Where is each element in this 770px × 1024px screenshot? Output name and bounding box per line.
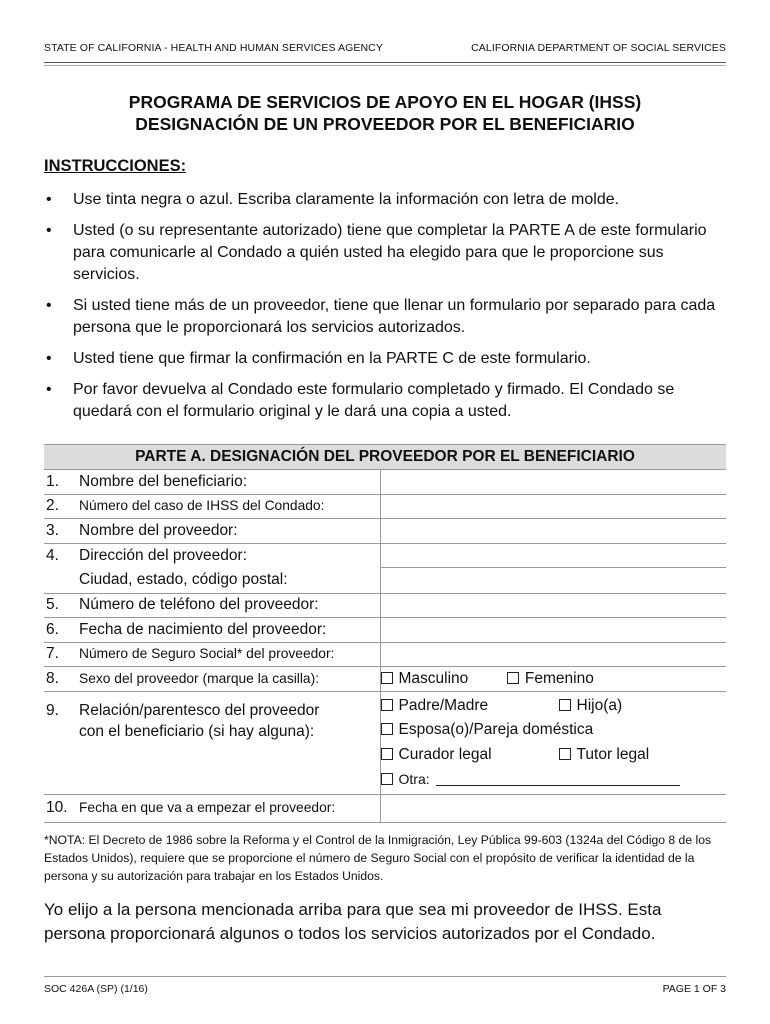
instruction-text: Usted tiene que firmar la confirmación en la PARTE C de este formulario. <box>73 350 591 367</box>
part-a-table <box>44 444 726 822</box>
instruction-text: Por favor devuelva al Condado este formulario completado y firmado. El Condado se quedará con el formulario original y le dará una copia a usted. <box>73 381 675 420</box>
provider-phone-field[interactable] <box>380 593 726 618</box>
instructions-list <box>44 189 726 432</box>
provider-name-field[interactable] <box>380 519 726 544</box>
provider-ssn-label: Número de Seguro Social* del proveedor: <box>79 646 335 662</box>
instruction-item <box>44 295 726 339</box>
instruction-text: Si usted tiene más de un proveedor, tiene que llenar un formulario por separado para cada persona que le proporcionará los servicios autorizados. <box>73 297 716 336</box>
relationship-parent-option[interactable]: Padre/Madre <box>381 697 559 715</box>
provider-ssn-field[interactable] <box>380 642 726 667</box>
field-number: 8. <box>46 669 59 687</box>
recipient-name-label: Nombre del beneficiario: <box>79 472 248 490</box>
relationship-other-field[interactable] <box>436 772 680 786</box>
form-title-line1: PROGRAMA DE SERVICIOS DE APOYO EN EL HOGAR (IHSS) <box>128 92 642 112</box>
field-number: 5. <box>46 596 59 614</box>
field-row-start-date <box>44 794 726 822</box>
field-number: 7. <box>46 645 59 663</box>
field-row-provider-dob <box>44 618 726 643</box>
field-number: 6. <box>46 620 59 638</box>
instruction-item <box>44 348 726 370</box>
checkbox-icon[interactable] <box>507 672 519 684</box>
provider-address-label: Dirección del proveedor: <box>79 546 248 564</box>
relationship-other-option[interactable]: Otra: <box>381 771 430 787</box>
footer-divider <box>44 976 726 977</box>
instructions-heading: INSTRUCCIONES: <box>44 157 187 175</box>
bullet-icon: • <box>46 222 52 239</box>
checkbox-icon[interactable] <box>381 723 393 735</box>
field-row-case-number <box>44 494 726 519</box>
table-bottom-rule <box>44 822 726 823</box>
field-number: 1. <box>46 472 59 490</box>
instruction-item <box>44 189 726 211</box>
field-number: 2. <box>46 497 59 515</box>
page-number: PAGE 1 OF 3 <box>662 983 726 995</box>
header-divider-thin <box>44 65 726 66</box>
checkbox-icon[interactable] <box>559 699 571 711</box>
recipient-name-field[interactable] <box>380 470 726 495</box>
instruction-text: Usted (o su representante autorizado) tiene que completar la PARTE A de este formulario para comunicarle al Condado a quién usted ha elegido para que le proporcione sus servicios. <box>73 222 707 283</box>
field-number: 10. <box>46 799 68 817</box>
form-title <box>44 91 726 135</box>
relationship-tutor-option[interactable]: Tutor legal <box>559 746 650 764</box>
sex-male-option[interactable]: Masculino <box>381 670 469 687</box>
header-divider <box>44 62 726 63</box>
form-id: SOC 426A (SP) (1/16) <box>44 983 148 995</box>
provider-phone-label: Número de teléfono del proveedor: <box>79 596 319 614</box>
field-row-provider-sex <box>44 667 726 692</box>
city-state-zip-label: Ciudad, estado, código postal: <box>79 571 288 588</box>
field-row-provider-phone <box>44 593 726 618</box>
instruction-text: Use tinta negra o azul. Escriba claramente la información con letra de molde. <box>73 191 620 208</box>
start-date-field[interactable] <box>380 794 726 822</box>
instruction-item <box>44 379 726 423</box>
relationship-spouse-option[interactable]: Esposa(o)/Pareja doméstica <box>381 721 594 739</box>
case-number-label: Número del caso de IHSS del Condado: <box>79 498 325 514</box>
checkbox-icon[interactable] <box>381 699 393 711</box>
bullet-icon: • <box>46 191 52 208</box>
bullet-icon: • <box>46 350 52 367</box>
state-agency-label: STATE OF CALIFORNIA - HEALTH AND HUMAN SERVICES AGENCY <box>44 42 383 54</box>
part-a-heading: PARTE A. DESIGNACIÓN DEL PROVEEDOR POR EL BENEFICIARIO <box>44 445 726 470</box>
provider-dob-label: Fecha de nacimiento del proveedor: <box>79 620 327 638</box>
case-number-field[interactable] <box>380 494 726 519</box>
relationship-label-cont: con el beneficiario (si hay alguna): <box>79 722 315 740</box>
instruction-item <box>44 220 726 286</box>
page-footer <box>44 983 726 995</box>
sex-female-option[interactable]: Femenino <box>507 670 594 687</box>
checkbox-icon[interactable] <box>559 748 571 760</box>
field-row-relationship <box>44 691 726 794</box>
checkbox-icon[interactable] <box>381 672 393 684</box>
provider-sex-label: Sexo del proveedor (marque la casilla): <box>79 670 320 686</box>
agency-header <box>44 42 726 62</box>
provider-dob-field[interactable] <box>380 618 726 643</box>
start-date-label: Fecha en que va a empezar el proveedor: <box>79 800 336 816</box>
checkbox-icon[interactable] <box>381 773 393 785</box>
provider-name-label: Nombre del proveedor: <box>79 521 238 539</box>
ssn-note: *NOTA: El Decreto de 1986 sobre la Reforma y el Control de la Inmigración, Ley Pública 99-603 (1324a del Código 8 de los Estados Unidos), requiere que se proporcione el número de Seguro Social con el propósito de verificar la identidad de la persona y su autorización para trabajar en los Estados Unidos. <box>44 833 712 883</box>
field-row-recipient-name <box>44 470 726 495</box>
relationship-child-option[interactable]: Hijo(a) <box>559 697 623 715</box>
field-number: 3. <box>46 521 59 539</box>
field-row-provider-address <box>44 543 726 593</box>
checkbox-icon[interactable] <box>381 748 393 760</box>
provider-address-field[interactable] <box>381 544 727 569</box>
form-title-line2: DESIGNACIÓN DE UN PROVEEDOR POR EL BENEFICIARIO <box>135 114 635 134</box>
department-label: CALIFORNIA DEPARTMENT OF SOCIAL SERVICES <box>471 42 726 54</box>
relationship-guardian-option[interactable]: Curador legal <box>381 746 559 764</box>
bullet-icon: • <box>46 381 52 398</box>
bullet-icon: • <box>46 297 52 314</box>
designation-statement: Yo elijo a la persona mencionada arriba para que sea mi proveedor de IHSS. Esta persona proporcionará algunos o todos los servicios autorizados por el Condado. <box>44 900 662 943</box>
relationship-label: Relación/parentesco del proveedor <box>79 701 320 719</box>
city-state-zip-field[interactable] <box>381 568 727 592</box>
field-number: 9. <box>46 701 59 719</box>
field-row-provider-ssn <box>44 642 726 667</box>
field-row-provider-name <box>44 519 726 544</box>
field-number: 4. <box>46 546 59 564</box>
